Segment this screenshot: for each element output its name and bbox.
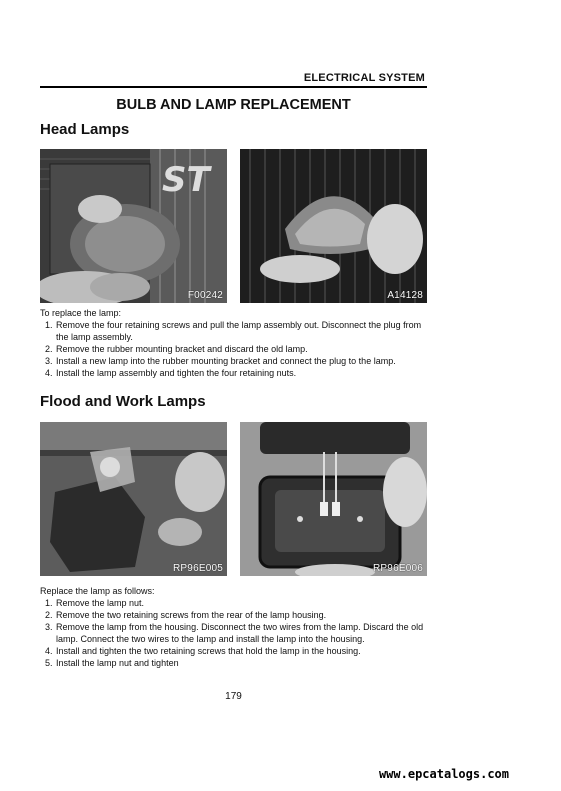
flood-lamp-removal-photo	[40, 422, 227, 576]
list-item: 1. Remove the lamp nut.	[45, 598, 145, 608]
list-item: 4. Install and tighten the two retaining screws that hold the lamp in the housing.	[45, 646, 361, 656]
svg-text:ST: ST	[162, 160, 210, 200]
flood-lamps-intro: Replace the lamp as follows:	[40, 586, 155, 596]
list-item: 2. Remove the rubber mounting bracket and discard the old lamp.	[45, 344, 308, 354]
list-item: 1. Remove the four retaining screws and pull the lamp assembly out. Disconnect the plug from the lamp assembly.	[45, 320, 422, 342]
list-item: 2. Remove the two retaining screws from the rear of the lamp housing.	[45, 610, 327, 620]
list-item: 4. Install the lamp assembly and tighten the four retaining nuts.	[45, 368, 297, 378]
photo-code: F00242	[187, 290, 223, 301]
photo-code: A14128	[387, 290, 423, 301]
list-item: 3. Remove the lamp from the housing. Disconnect the two wires from the lamp. Discard the old lamp. Connect the two wires to the lamp and install the lamp into the housing.	[45, 622, 424, 644]
flood-lamp-housing-photo	[240, 422, 427, 576]
photo-code: RP96E005	[173, 563, 223, 574]
page-number: 179	[225, 691, 242, 702]
head-lamps-intro: To replace the lamp:	[40, 308, 122, 318]
list-item: 5. Install the lamp nut and tighten	[45, 658, 179, 668]
head-lamps-heading: Head Lamps	[40, 121, 130, 138]
flood-lamps-heading: Flood and Work Lamps	[40, 393, 206, 410]
head-lamp-removal-photo	[40, 149, 227, 303]
watermark-link[interactable]: www.epcatalogs.com	[378, 767, 509, 781]
section-header: ELECTRICAL SYSTEM	[303, 72, 425, 84]
flood-lamps-steps	[40, 597, 428, 669]
head-lamps-steps	[40, 319, 428, 379]
head-lamp-hands-photo	[240, 149, 427, 303]
header-divider	[40, 86, 427, 88]
list-item: 3. Install a new lamp into the rubber mounting bracket and connect the plug to the lamp.	[45, 356, 396, 366]
page-title: BULB AND LAMP REPLACEMENT	[116, 97, 351, 113]
photo-code: RP96E006	[373, 563, 423, 574]
